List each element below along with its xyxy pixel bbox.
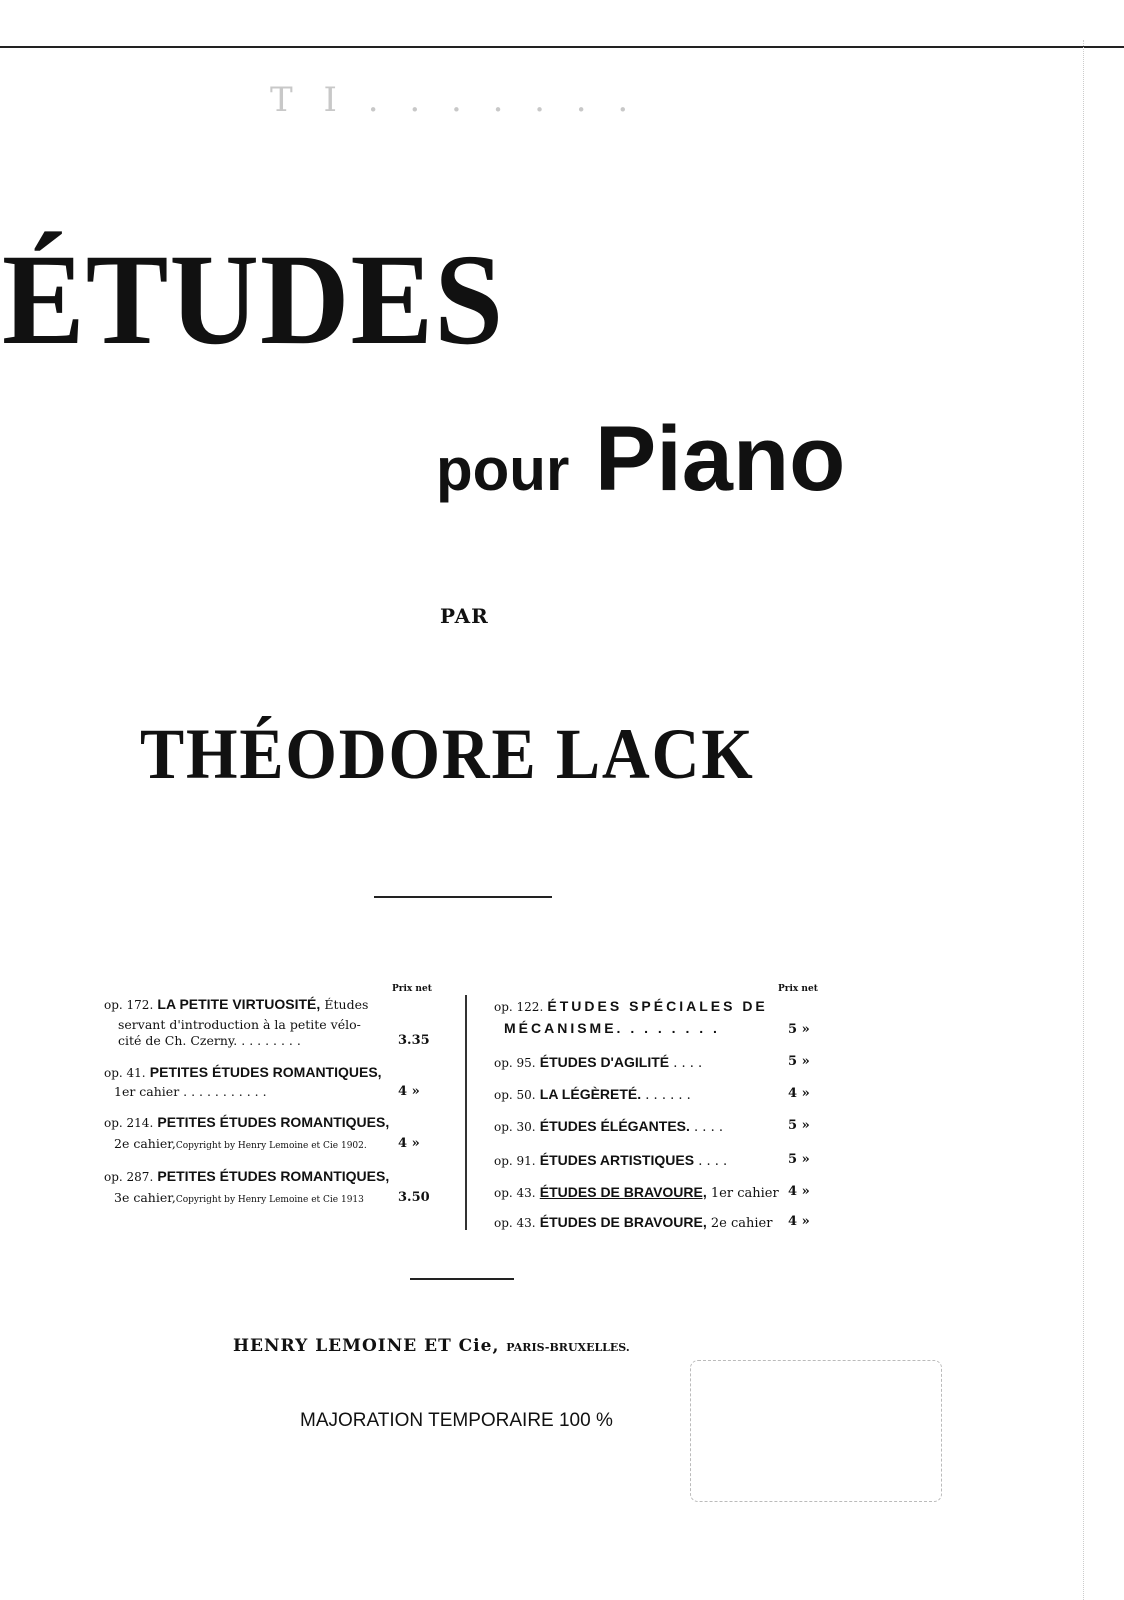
price: 5 » xyxy=(788,1152,810,1167)
list-item xyxy=(494,1086,691,1103)
list-item xyxy=(494,1214,772,1231)
publisher-name: HENRY LEMOINE ET Cie, xyxy=(233,1336,500,1356)
page-title: ÉTUDES xyxy=(2,227,505,372)
subtitle xyxy=(436,408,846,510)
leader-dots: . . . . . . xyxy=(645,1088,691,1103)
opus-number: op. 41. xyxy=(104,1066,146,1080)
opus-number: op. 43. xyxy=(494,1186,536,1200)
price: 4 » xyxy=(788,1184,810,1199)
price: 3.50 xyxy=(398,1190,430,1205)
work-title: LA PETITE VIRTUOSITÉ, xyxy=(157,996,321,1012)
opus-number: op. 287. xyxy=(104,1170,154,1184)
opus-number: op. 50. xyxy=(494,1088,536,1102)
leader-dots: . . . . xyxy=(673,1056,703,1071)
opus-number: op. 30. xyxy=(494,1120,536,1134)
price-surcharge-note: MAJORATION TEMPORAIRE 100 % xyxy=(300,1410,613,1431)
price: 3.35 xyxy=(398,1033,430,1048)
opus-number: op. 95. xyxy=(494,1056,536,1070)
price: 4 » xyxy=(788,1086,810,1101)
work-title: LA LÉGÈRETÉ. xyxy=(539,1086,642,1102)
list-item xyxy=(104,1168,389,1185)
page-edge-texture xyxy=(1083,40,1124,1600)
list-item xyxy=(494,1054,702,1071)
work-title: PETITES ÉTUDES ROMANTIQUES, xyxy=(149,1064,382,1080)
column-separator xyxy=(465,995,467,1230)
opus-number: op. 43. xyxy=(494,1216,536,1230)
copyright-note: Copyright by Henry Lemoine et Cie 1913 xyxy=(175,1195,364,1205)
price: 5 » xyxy=(788,1118,810,1133)
work-title: PETITES ÉTUDES ROMANTIQUES, xyxy=(157,1114,390,1130)
work-desc: Études xyxy=(324,997,369,1012)
work-title-cont: MÉCANISME. . . . . . . . xyxy=(504,1020,720,1036)
right-catalog xyxy=(494,980,834,1240)
prix-net-label: Prix net xyxy=(392,984,432,994)
faint-stamp-box xyxy=(690,1360,942,1502)
cahier-label: 1er cahier xyxy=(710,1186,779,1201)
list-item xyxy=(104,996,368,1013)
prix-net-label: Prix net xyxy=(778,984,818,994)
price: 4 » xyxy=(398,1084,420,1099)
price: 4 » xyxy=(788,1214,810,1229)
publisher xyxy=(233,1336,630,1356)
par-label: PAR xyxy=(440,604,489,628)
work-title: ÉTUDES ÉLÉGANTES. xyxy=(539,1118,690,1134)
work-desc: servant d'introduction à la petite vélo- xyxy=(118,1017,361,1032)
leader-dots: . . . . xyxy=(694,1120,723,1135)
price: 5 » xyxy=(788,1054,810,1069)
list-item xyxy=(104,1064,382,1081)
price: 4 » xyxy=(398,1136,420,1151)
work-desc xyxy=(114,1136,367,1151)
list-item xyxy=(104,1114,389,1131)
work-desc: 1er cahier . . . . . . . . . . . xyxy=(114,1084,267,1099)
top-border-line xyxy=(0,46,1124,48)
list-item xyxy=(494,998,768,1015)
opus-number: op. 91. xyxy=(494,1154,536,1168)
list-item xyxy=(494,1184,779,1201)
divider-rule xyxy=(374,896,552,898)
faint-header-mark: T I . . . . . . . xyxy=(270,80,639,120)
opus-number: op. 214. xyxy=(104,1116,154,1130)
opus-number: op. 122. xyxy=(494,1000,544,1014)
publisher-city: PARIS-BRUXELLES. xyxy=(506,1341,630,1354)
divider-rule xyxy=(410,1278,514,1280)
work-title: PETITES ÉTUDES ROMANTIQUES, xyxy=(157,1168,390,1184)
work-desc: cité de Ch. Czerny. . . . . . . . . xyxy=(118,1033,301,1048)
price: 5 » xyxy=(788,1022,810,1037)
leader-dots: . . . . xyxy=(698,1154,728,1169)
copyright-note: Copyright by Henry Lemoine et Cie 1902. xyxy=(175,1141,367,1151)
cahier-label: 3e cahier, xyxy=(114,1190,176,1205)
work-title: ÉTUDES DE BRAVOURE, xyxy=(539,1214,707,1230)
composer-name: THÉODORE LACK xyxy=(140,714,755,794)
work-title: ÉTUDES SPÉCIALES DE xyxy=(547,998,768,1014)
work-desc xyxy=(114,1190,364,1205)
cahier-label: 2e cahier xyxy=(710,1216,773,1231)
work-title: ÉTUDES D'AGILITÉ xyxy=(539,1054,670,1070)
cahier-label: 2e cahier, xyxy=(114,1136,176,1151)
left-catalog xyxy=(104,980,444,1230)
work-title: ÉTUDES ARTISTIQUES xyxy=(539,1152,695,1168)
opus-number: op. 172. xyxy=(104,998,154,1012)
list-item xyxy=(494,1152,727,1169)
subtitle-main: Piano xyxy=(594,408,846,510)
subtitle-prefix: pour xyxy=(436,436,570,503)
work-title: ÉTUDES DE BRAVOURE, xyxy=(539,1184,707,1200)
list-item xyxy=(494,1118,723,1135)
